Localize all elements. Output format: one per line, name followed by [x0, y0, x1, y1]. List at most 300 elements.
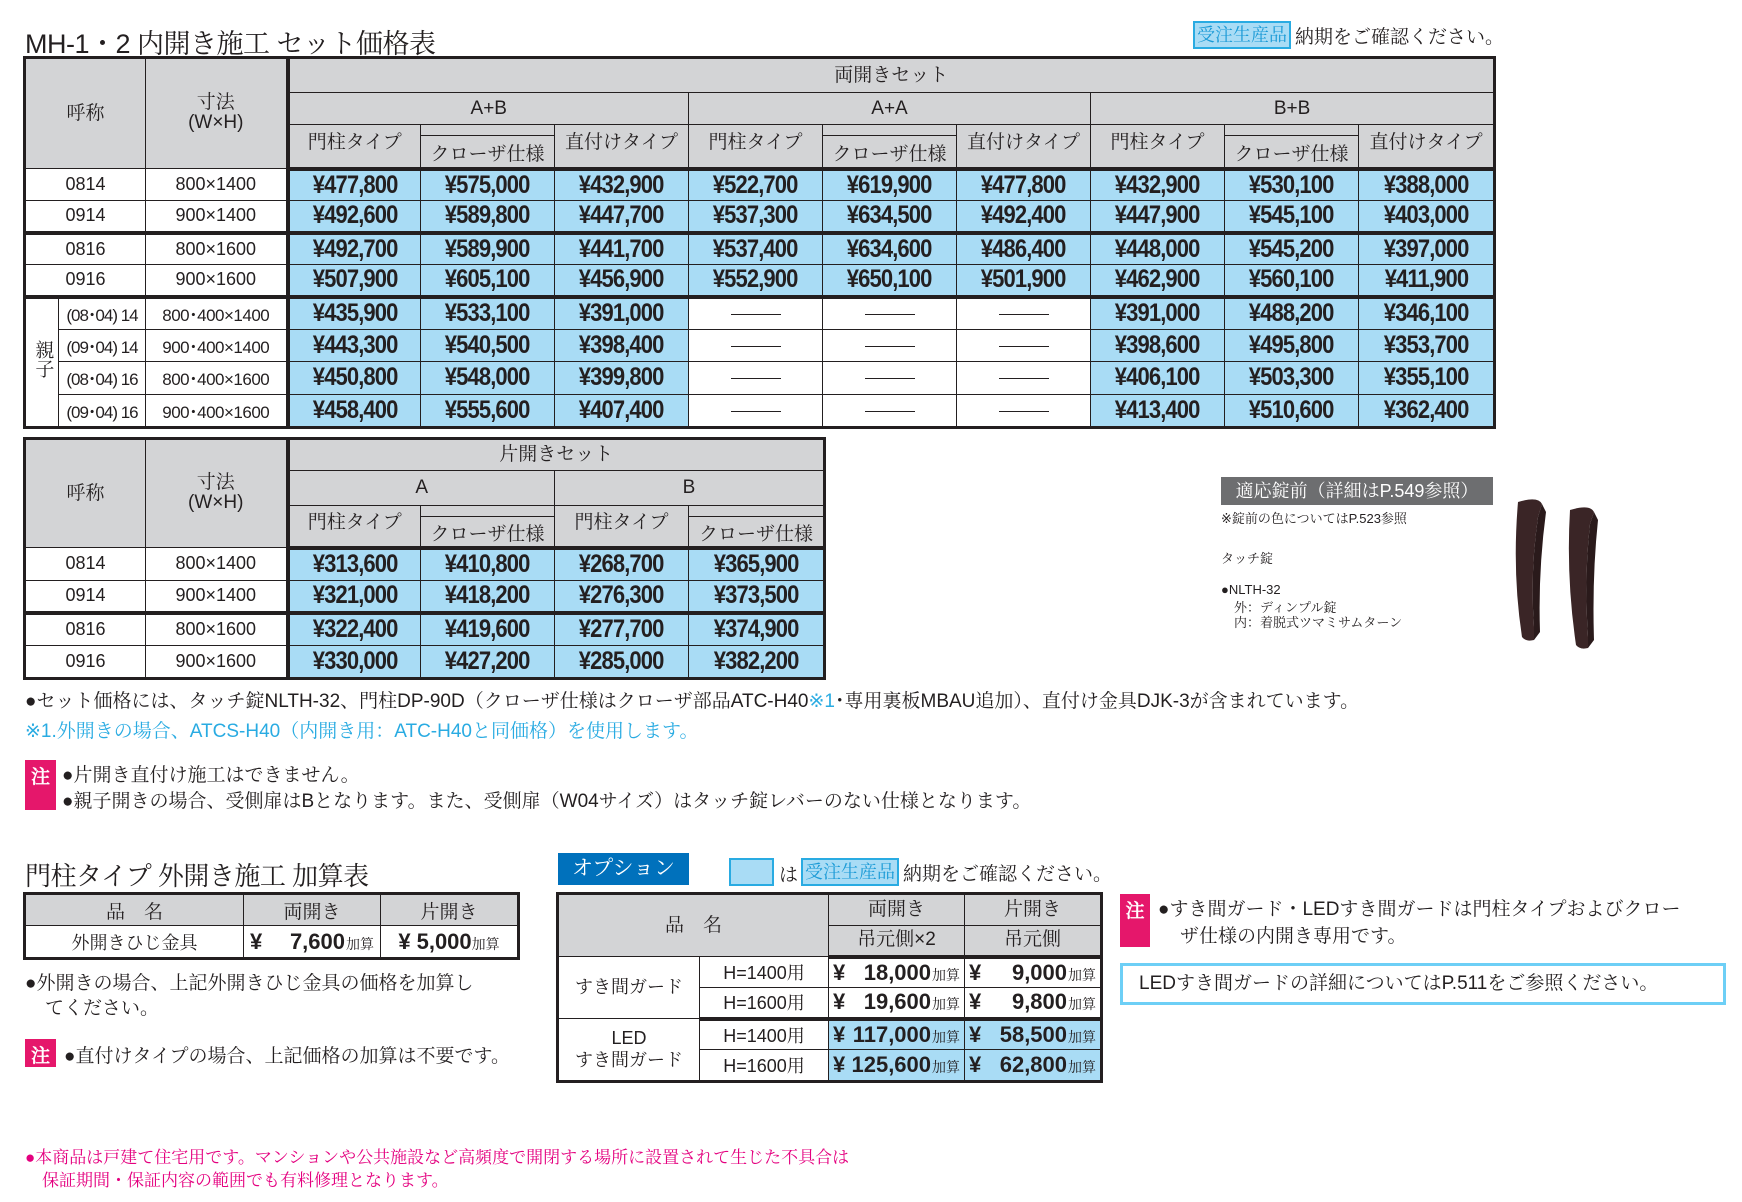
- price-cell: [421, 613, 555, 646]
- option-note-2: ザ仕様の内開き専用です。: [1180, 926, 1407, 947]
- row-code: 0814: [26, 169, 146, 201]
- price-cell: [421, 548, 555, 581]
- row-code: 0914: [26, 580, 146, 613]
- row-size: 900･400×1400: [146, 329, 288, 362]
- yen: ¥: [833, 989, 846, 1015]
- price-value: ¥373,500: [713, 581, 799, 609]
- price-cell: [555, 613, 689, 646]
- warning-1: ●片開き直付け施工はできません。: [62, 765, 360, 786]
- col-name-label: 呼称: [66, 482, 105, 504]
- subheader-label: クローザ仕様: [1225, 135, 1358, 167]
- row-code: (08･04) 14: [59, 297, 146, 330]
- table-row: [559, 957, 1101, 988]
- header-row: [26, 440, 824, 471]
- group-B+B-label: B+B: [1273, 97, 1311, 119]
- price-value: ¥448,000: [1115, 234, 1200, 263]
- price-cell: [1359, 329, 1494, 362]
- amount: 18,000: [863, 959, 932, 985]
- price-value: ¥545,200: [1249, 234, 1334, 263]
- price-cell: [288, 645, 421, 678]
- price-wrap: [969, 1052, 1096, 1078]
- price-value: ¥495,800: [1249, 330, 1334, 359]
- amount-wrap: [864, 960, 960, 986]
- price-cell: [1359, 265, 1494, 297]
- price-cell: [1091, 169, 1225, 201]
- caution-badge: 注: [1120, 894, 1150, 947]
- price-cell: [1091, 201, 1225, 233]
- price-value: ¥277,700: [579, 615, 664, 643]
- amount: 19,600: [863, 989, 932, 1015]
- price-wrap: [833, 1052, 960, 1078]
- lock-title: 適応錠前（詳細はP.549参照）: [1221, 477, 1493, 505]
- price-cell: [288, 548, 421, 581]
- col-item: 品 名: [26, 895, 244, 926]
- price-value: ¥388,000: [1383, 170, 1469, 199]
- price-wrap: [969, 989, 1096, 1015]
- price-cell: [1225, 233, 1359, 265]
- subheader-label: 直付けタイプ: [1369, 132, 1483, 154]
- price-value: ¥456,900: [579, 265, 664, 294]
- outswing-footnote: ※1.外開きの場合、ATCS-H40（内開き用：ATC-H40と同価格）を使用します。: [25, 721, 699, 742]
- table-row: [26, 580, 824, 613]
- col-single-label: 片開き: [1004, 899, 1062, 920]
- price-value: ¥492,600: [312, 201, 398, 230]
- amount: 62,800: [999, 1052, 1068, 1077]
- row-code: 0916: [26, 645, 146, 678]
- dash: [865, 378, 915, 379]
- table-row: [559, 1019, 1101, 1050]
- price-cell: [689, 201, 823, 233]
- suffix: 加算: [1068, 1028, 1097, 1045]
- amount: 9,800: [1011, 989, 1068, 1015]
- subheader-2: [555, 125, 689, 169]
- subheader-0: [288, 125, 421, 169]
- price-cell: [1225, 201, 1359, 233]
- price-cell: [421, 265, 555, 297]
- col-size-label: 寸法 (W×H): [188, 471, 244, 514]
- outswing-note-1: ●外開きの場合、上記外開きひじ金具の価格を加算し: [25, 973, 474, 994]
- subheader-label: 直付けタイプ: [564, 132, 679, 154]
- price-unavailable: [957, 394, 1091, 427]
- amount: 58,500: [999, 1021, 1068, 1047]
- outswing-title: 門柱タイプ 外開き施工 加算表: [25, 861, 369, 891]
- price-value: ¥450,800: [312, 363, 398, 392]
- group-A+A: [689, 93, 1091, 125]
- subheader-1: [823, 125, 957, 169]
- col-double: [829, 895, 965, 926]
- col-name: [26, 59, 146, 169]
- dash: [731, 346, 781, 347]
- price-single: [965, 988, 1101, 1019]
- single-door-price-table: [25, 439, 824, 678]
- price-cell: [1091, 394, 1225, 427]
- yen: ¥: [969, 959, 982, 985]
- option-height: H=1600用: [700, 988, 829, 1019]
- price-unavailable: [689, 297, 823, 330]
- price-value: ¥362,400: [1383, 395, 1469, 424]
- price-cell: [689, 265, 823, 297]
- price-cell: [1225, 329, 1359, 362]
- row-size: 800･400×1400: [146, 297, 288, 330]
- price-value: ¥322,400: [312, 615, 398, 643]
- price-cell: [1225, 297, 1359, 330]
- row-code: 0916: [26, 265, 146, 297]
- price-double: ¥ 7,600加算: [244, 926, 381, 958]
- yen: ¥: [969, 989, 982, 1015]
- price-wrap: [969, 960, 1096, 986]
- price-value: ¥503,300: [1249, 363, 1334, 392]
- price-value: ¥419,600: [445, 615, 530, 643]
- price-value: ¥441,700: [579, 234, 664, 263]
- price-value: ¥399,800: [579, 363, 664, 392]
- price-value: ¥321,000: [312, 581, 398, 609]
- price-cell: [1359, 201, 1494, 233]
- subheader-0: [689, 125, 823, 169]
- price-cell: [288, 580, 421, 613]
- group-A+A-label: A+A: [871, 97, 908, 119]
- col-name-label: 品 名: [665, 914, 723, 936]
- dash: [731, 378, 781, 379]
- suffix: 加算: [1068, 996, 1097, 1013]
- price-cell: [689, 233, 823, 265]
- col-name: [559, 895, 829, 957]
- price-value: ¥407,400: [579, 395, 664, 424]
- amount-wrap: [1012, 960, 1096, 986]
- option-note-1: ●すき間ガード・LEDすき間ガードは門柱タイプおよびクロー: [1158, 899, 1681, 920]
- page-title: MH-1・2 内開き施工 セット価格表: [25, 29, 436, 59]
- price-cell: [555, 362, 689, 395]
- footer-note-2: 保証期間・保証内容の範囲でも有料修理となります。: [42, 1171, 449, 1190]
- legend-note: 納期をご確認ください。: [903, 863, 1113, 885]
- option-name: すき間ガード: [559, 957, 700, 1019]
- delivery-note: 納期をご確認ください。: [1295, 26, 1505, 48]
- group-A+B-label: A+B: [470, 97, 507, 119]
- price-cell: [555, 394, 689, 427]
- price-cell: [1091, 362, 1225, 395]
- price-cell: [1225, 362, 1359, 395]
- table-row: [26, 297, 1494, 330]
- price-value: ¥398,600: [1115, 330, 1200, 359]
- col-double-label: 両開き: [868, 899, 926, 920]
- price-value: ¥477,800: [981, 170, 1066, 199]
- option-label: オプション: [558, 853, 689, 885]
- price-cell: [421, 580, 555, 613]
- row-size: 900×1600: [146, 645, 288, 678]
- row-size: 900×1400: [146, 580, 288, 613]
- price-cell: [957, 201, 1091, 233]
- col-name-label: 呼称: [66, 102, 105, 124]
- price-cell: [823, 265, 957, 297]
- dash: [731, 411, 781, 412]
- price-cell: [421, 394, 555, 427]
- row-code: (09･04) 16: [59, 394, 146, 427]
- price-cell: [555, 169, 689, 201]
- price-cell: [288, 297, 421, 330]
- subheader-label: クローザ仕様: [689, 516, 823, 546]
- subheader-2: [1359, 125, 1494, 169]
- price-value: ¥537,300: [713, 201, 798, 230]
- row-size: 800×1400: [146, 548, 288, 581]
- price-cell: [421, 645, 555, 678]
- price-value: ¥533,100: [445, 299, 530, 327]
- subheader-0: [555, 506, 689, 548]
- price-cell: [689, 548, 824, 581]
- price-value: ¥313,600: [312, 550, 398, 578]
- outswing-note-2: てください。: [45, 998, 160, 1019]
- outswing-note-3: ●直付けタイプの場合、上記価格の加算は不要です。: [64, 1046, 511, 1067]
- amount: 9,000: [1011, 959, 1068, 985]
- price-value: ¥403,000: [1383, 201, 1469, 230]
- double-door-price-table: [25, 58, 1494, 427]
- price-value: ¥530,100: [1249, 170, 1334, 199]
- price-value: ¥634,600: [847, 234, 932, 263]
- price-cell: [823, 233, 957, 265]
- item-name: 外開きひじ金具: [26, 926, 244, 958]
- table-row: [26, 362, 1494, 395]
- price-value: ¥462,900: [1115, 265, 1200, 294]
- legend-ha: は: [779, 865, 799, 886]
- price-value: ¥355,100: [1383, 363, 1469, 392]
- price-cell: [288, 201, 421, 233]
- price-single: [965, 1019, 1101, 1050]
- row-size: 900･400×1600: [146, 394, 288, 427]
- price-value: ¥382,200: [713, 646, 799, 675]
- dash: [999, 411, 1049, 412]
- price-cell: [1359, 394, 1494, 427]
- price-cell: [421, 233, 555, 265]
- price-unavailable: [689, 394, 823, 427]
- price-cell: [555, 645, 689, 678]
- header-row: [559, 895, 1101, 926]
- price-value: ¥589,800: [445, 201, 530, 230]
- price-value: ¥432,900: [579, 170, 664, 199]
- option-height: H=1400用: [700, 957, 829, 988]
- price-cell: [689, 169, 823, 201]
- lock-model: ●NLTH-32: [1221, 582, 1281, 597]
- price-cell: [288, 169, 421, 201]
- price-cell: [555, 265, 689, 297]
- price-value: ¥346,100: [1383, 299, 1469, 327]
- price-value: ¥458,400: [312, 395, 398, 424]
- oyako-label: [26, 297, 59, 427]
- row-code: 0814: [26, 548, 146, 581]
- amount: 117,000: [852, 1021, 932, 1047]
- price-cell: [288, 613, 421, 646]
- suffix: 加算: [932, 966, 961, 983]
- row-size: 800×1400: [146, 169, 288, 201]
- col-single: [965, 895, 1101, 926]
- price-cell: [957, 169, 1091, 201]
- price-double: [829, 1019, 965, 1050]
- price-value: ¥435,900: [312, 299, 398, 327]
- price-cell: [421, 297, 555, 330]
- price-value: ¥555,600: [445, 395, 530, 424]
- price-single: [965, 1050, 1101, 1081]
- lock-color-note: ※錠前の色についてはP.523参照: [1221, 511, 1407, 526]
- suffix: 加算: [932, 1059, 961, 1075]
- price-value: ¥552,900: [713, 265, 798, 294]
- oyako-text: 親子: [32, 339, 54, 378]
- price-single: [965, 957, 1101, 988]
- amount-wrap: [864, 989, 960, 1015]
- price-value: ¥540,500: [445, 330, 530, 359]
- row-size: 800×1600: [146, 233, 288, 265]
- subheader-label: 門柱タイプ: [574, 512, 669, 534]
- price-cell: [1091, 329, 1225, 362]
- price-cell: [823, 201, 957, 233]
- price-value: ¥605,100: [445, 265, 530, 294]
- suffix: 加算: [1068, 1059, 1097, 1075]
- col-single-sub-label: 吊元側: [1004, 929, 1062, 951]
- amount-wrap: [1000, 1052, 1096, 1078]
- dash: [865, 346, 915, 347]
- lock-outer: 外：ディンプル錠: [1234, 600, 1337, 615]
- subheader-0: [288, 506, 421, 548]
- price-value: ¥537,400: [713, 234, 798, 263]
- table-row: [26, 548, 824, 581]
- footer-note-1: ●本商品は戸建て住宅用です。マンションや公共施設など高頻度で開閉する場所に設置されて生じた不具合は: [25, 1148, 850, 1167]
- price-value: ¥285,000: [579, 646, 664, 675]
- row-code: 0816: [26, 233, 146, 265]
- price-value: ¥391,000: [579, 299, 664, 327]
- price-value: ¥477,800: [312, 170, 398, 199]
- price-wrap: [833, 1022, 960, 1048]
- price-value: ¥492,400: [981, 201, 1066, 230]
- subheader-label: 門柱タイプ: [1110, 132, 1205, 154]
- price-cell: [288, 265, 421, 297]
- price-cell: [555, 329, 689, 362]
- price-unavailable: [957, 362, 1091, 395]
- group-B+B: [1091, 93, 1494, 125]
- price-cell: [1225, 265, 1359, 297]
- dash: [999, 314, 1049, 315]
- price-value: ¥268,700: [579, 550, 664, 578]
- col-double-sub: [829, 926, 965, 957]
- price-value: ¥418,200: [445, 581, 530, 609]
- table-row: [26, 394, 1494, 427]
- group-B-label: B: [682, 477, 696, 498]
- dash: [865, 411, 915, 412]
- outswing-table: [25, 894, 518, 958]
- price-value: ¥411,900: [1384, 265, 1468, 294]
- price-unavailable: [823, 362, 957, 395]
- col-size-label: 寸法 (W×H): [188, 91, 244, 134]
- subheader-label: 門柱タイプ: [708, 132, 803, 154]
- table-row: [26, 233, 1494, 265]
- price-cell: [689, 613, 824, 646]
- row-size: 800×1600: [146, 613, 288, 646]
- price-value: ¥397,000: [1383, 234, 1469, 263]
- row-size: 800･400×1600: [146, 362, 288, 395]
- price-wrap: [833, 960, 960, 986]
- price-value: ¥406,100: [1115, 363, 1200, 392]
- row-code: (08･04) 16: [59, 362, 146, 395]
- row-code: 0816: [26, 613, 146, 646]
- table-row: [26, 613, 824, 646]
- price-value: ¥501,900: [981, 265, 1066, 294]
- price-cell: [421, 329, 555, 362]
- amount-wrap: [853, 1022, 960, 1048]
- dash: [999, 346, 1049, 347]
- col-name: [26, 440, 146, 548]
- lock-type: タッチ錠: [1221, 551, 1274, 566]
- row-size: 900×1600: [146, 265, 288, 297]
- subheader-label: クローザ仕様: [823, 135, 956, 167]
- table-row: [26, 329, 1494, 362]
- price-value: ¥548,000: [445, 363, 530, 392]
- row-size: 900×1400: [146, 201, 288, 233]
- dash: [731, 314, 781, 315]
- price-wrap: [833, 989, 960, 1015]
- group-title-label: 両開きセット: [834, 64, 949, 86]
- option-table: [558, 894, 1101, 1081]
- price-cell: [555, 233, 689, 265]
- price-value: ¥276,300: [579, 581, 664, 609]
- group-A-label: A: [415, 477, 429, 498]
- amount-wrap: [1012, 989, 1096, 1015]
- col-double-sub-label: 吊元側×2: [857, 929, 936, 951]
- price-cell: [823, 169, 957, 201]
- col-size: [146, 440, 288, 548]
- yen: ¥: [969, 1052, 982, 1077]
- price-cell: [288, 394, 421, 427]
- price-cell: [421, 169, 555, 201]
- group-B: [555, 471, 824, 506]
- amount: 125,600: [851, 1052, 932, 1077]
- price-value: ¥353,700: [1383, 330, 1469, 359]
- table-row: [26, 265, 1494, 297]
- col-double: 両開き: [244, 895, 381, 926]
- subheader-label: クローザ仕様: [421, 135, 554, 167]
- table-row: [26, 201, 1494, 233]
- price-cell: [555, 297, 689, 330]
- price-cell: [1225, 169, 1359, 201]
- price-cell: [689, 645, 824, 678]
- price-value: ¥510,600: [1249, 395, 1334, 424]
- price-value: ¥522,700: [713, 170, 798, 199]
- price-unavailable: [823, 329, 957, 362]
- amount-wrap: [1000, 1022, 1096, 1048]
- warning-2: ●親子開きの場合、受側扉はBとなります。また、受側扉（W04サイズ）はタッチ錠レバーのない仕様となります。: [62, 791, 1032, 812]
- price-unavailable: [689, 329, 823, 362]
- header-row: [26, 59, 1494, 93]
- subheader-label: 直付けタイプ: [966, 132, 1081, 154]
- price-cell: [957, 233, 1091, 265]
- subheader-1: [421, 125, 555, 169]
- yen: ¥: [833, 1052, 846, 1077]
- suffix: 加算: [1068, 966, 1097, 983]
- price-cell: [1359, 169, 1494, 201]
- yen: ¥: [833, 1021, 846, 1047]
- price-value: ¥398,400: [579, 330, 664, 359]
- price-value: ¥486,400: [981, 234, 1066, 263]
- price-cell: [1359, 362, 1494, 395]
- price-value: ¥560,100: [1249, 265, 1334, 294]
- suffix: 加算: [932, 1028, 961, 1045]
- price-cell: [421, 362, 555, 395]
- table-row: [26, 645, 824, 678]
- price-value: ¥634,500: [847, 201, 932, 230]
- price-value: ¥545,100: [1249, 201, 1334, 230]
- table-row: [26, 169, 1494, 201]
- price-value: ¥374,900: [713, 615, 799, 643]
- price-cell: [1359, 297, 1494, 330]
- price-value: ¥391,000: [1115, 299, 1200, 327]
- price-cell: [288, 362, 421, 395]
- price-value: ¥365,900: [713, 550, 799, 578]
- price-value: ¥447,700: [579, 201, 664, 230]
- price-value: ¥589,900: [445, 234, 530, 263]
